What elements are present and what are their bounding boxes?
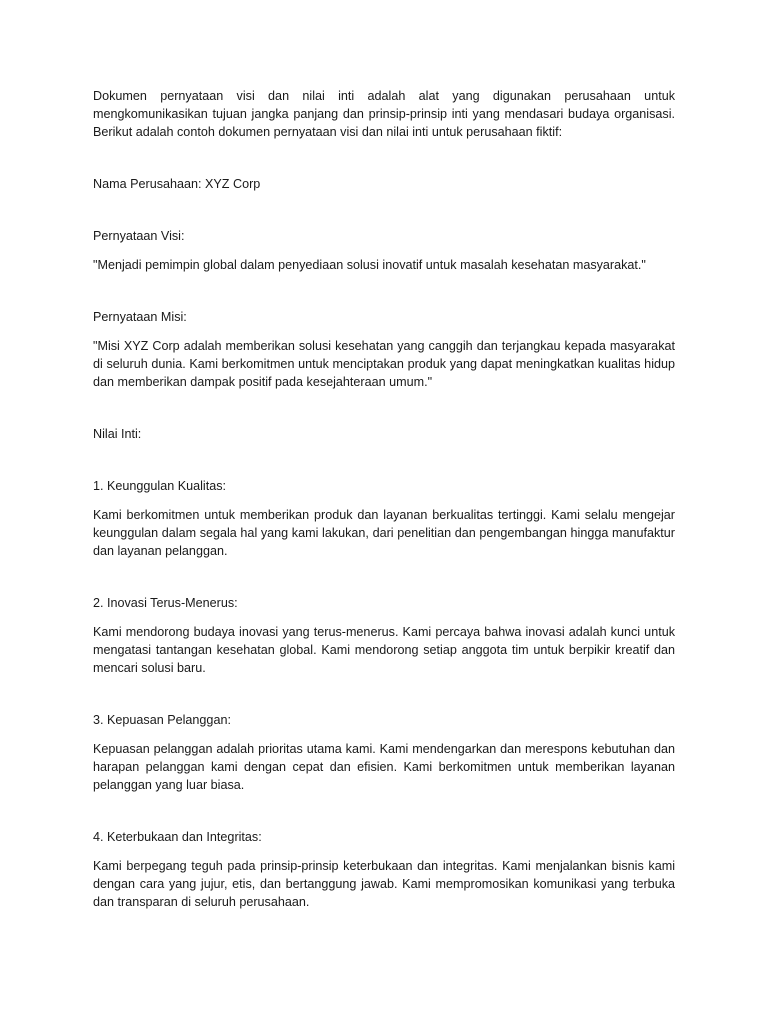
mission-text: "Misi XYZ Corp adalah memberikan solusi kesehatan yang canggih dan terjangkau kepada masyarakat di seluruh dunia. Kami berkomitmen untuk menciptakan produk yang dapat meningkatkan kualitas hidup dan memberikan dampak positif pada kesejahteraan umum.": [93, 339, 675, 389]
vision-heading: Pernyataan Visi:: [93, 229, 185, 243]
value-text-satisfaction: Kepuasan pelanggan adalah prioritas utama kami. Kami mendengarkan dan merespons kebutuhan dan harapan pelanggan kami dengan cepat dan efisien. Kami berkomitmen untuk memberikan layanan pelanggan yang luar biasa.: [93, 742, 675, 792]
value-text-innovation: Kami mendorong budaya inovasi yang terus-menerus. Kami percaya bahwa inovasi adalah kunci untuk mengatasi tantangan kesehatan global. Kami mendorong setiap anggota tim untuk berpikir kreatif dan mencari solusi baru.: [93, 625, 675, 675]
core-values-heading: Nilai Inti:: [93, 427, 142, 441]
value-text-quality: Kami berkomitmen untuk memberikan produk dan layanan berkualitas tertinggi. Kami selalu mengejar keunggulan dalam segala hal yang kami lakukan, dari penelitian dan pengembangan hingga manufaktur dan layanan pelanggan.: [93, 508, 675, 558]
value-heading-quality: 1. Keunggulan Kualitas:: [93, 479, 227, 493]
value-heading-innovation: 2. Inovasi Terus-Menerus:: [93, 596, 238, 610]
value-text-integrity: Kami berpegang teguh pada prinsip-prinsip keterbukaan dan integritas. Kami menjalankan bisnis kami dengan cara yang jujur, etis, dan bertanggung jawab. Kami mempromosikan komunikasi yang terbuka dan transparan di seluruh perusahaan.: [93, 859, 675, 909]
vision-text: "Menjadi pemimpin global dalam penyediaan solusi inovatif untuk masalah kesehatan masyarakat.": [93, 258, 646, 272]
value-heading-satisfaction: 3. Kepuasan Pelanggan:: [93, 713, 231, 727]
intro-paragraph: Dokumen pernyataan visi dan nilai inti adalah alat yang digunakan perusahaan untuk mengkomunikasikan tujuan jangka panjang dan prinsip-prinsip inti yang mendasari budaya organisasi. Berikut adalah contoh dokumen pernyataan visi dan nilai inti untuk perusahaan fiktif:: [93, 89, 675, 139]
company-name: Nama Perusahaan: XYZ Corp: [93, 177, 261, 191]
document-page: [93, 87, 675, 911]
value-heading-integrity: 4. Keterbukaan dan Integritas:: [93, 830, 262, 844]
mission-heading: Pernyataan Misi:: [93, 310, 187, 324]
